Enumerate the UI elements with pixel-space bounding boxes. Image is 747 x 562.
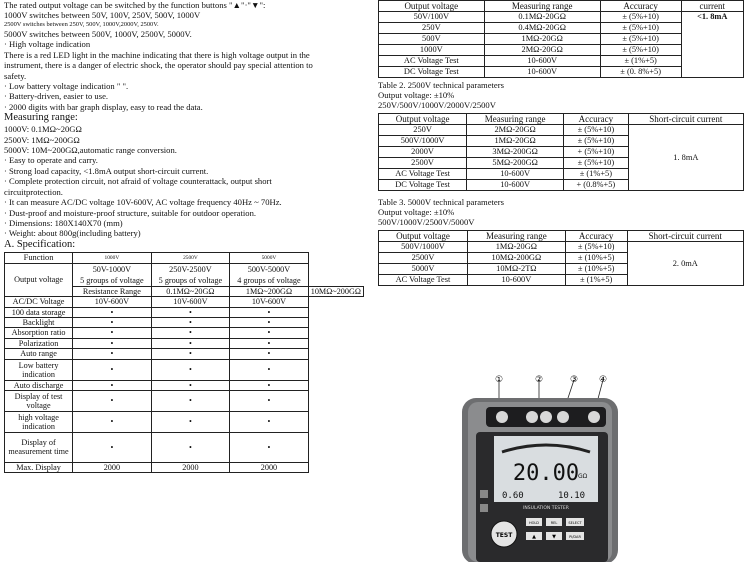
svg-text:▼: ▼ xyxy=(552,534,556,540)
table-2500v-caption xyxy=(378,80,744,110)
spec-cell: • xyxy=(230,359,309,380)
spec-row xyxy=(5,411,364,432)
text-line: · High voltage indication xyxy=(4,39,91,50)
t3_caption-line: Table 3. 5000V technical parameters xyxy=(378,197,504,207)
spec-header-cell: Function xyxy=(5,252,73,263)
t2-cell: ± (5%+10) xyxy=(564,158,629,169)
table-2500v-header xyxy=(379,114,744,125)
text-line: · Dust-proof and moisture-proof structure, suitable for outdoor operation. xyxy=(4,207,257,218)
svg-text:SELECT: SELECT xyxy=(568,521,582,525)
text-line: · 2000 digits with bar graph display, easy to read the data. xyxy=(4,101,203,112)
spec-header-cell: 1000V xyxy=(73,252,152,263)
t3_caption-line: Output voltage: ±10% xyxy=(378,207,455,217)
t1-cell: 0.1MΩ-20GΩ xyxy=(484,12,600,23)
t2-header-cell: Output voltage xyxy=(379,114,467,125)
t2-cell: ± (1%+5) xyxy=(564,169,629,180)
t3-cell: AC Voltage Test xyxy=(379,275,468,286)
t1-cell: AC Voltage Test xyxy=(379,56,485,67)
text-line: instrument, there is a danger of electric shock, the operator should pay special attention to xyxy=(4,60,313,71)
spec-cell: • xyxy=(151,307,230,317)
spec-cell: • xyxy=(151,359,230,380)
t3-cell: 10-600V xyxy=(467,275,565,286)
t3-cell: ± (1%+5) xyxy=(565,275,627,286)
t3-cell: ± (10%+5) xyxy=(565,264,627,275)
text-line: There is a red LED light in the machine indicating that there is high voltage output in the xyxy=(4,49,310,60)
right-page xyxy=(378,0,744,562)
spec-cell: 2000 xyxy=(230,462,309,472)
spec-cell: 0.1MΩ~20GΩ xyxy=(151,286,230,296)
t2-cell: 10-600V xyxy=(467,180,564,191)
text-line: 5000V: 10M~200GΩ,automatic range conversion. xyxy=(4,145,177,156)
svg-text:▲: ▲ xyxy=(532,534,536,540)
text-line: 1000V switches between 50V, 100V, 250V, 500V, 1000V xyxy=(4,10,201,21)
spec-row xyxy=(5,317,364,327)
spec-row-label: 100 data storage xyxy=(5,307,73,317)
spec-cell: 2000 xyxy=(151,462,230,472)
t1-cell: ± (5%+10) xyxy=(600,34,681,45)
left-page xyxy=(4,0,370,562)
text-line: · It can measure AC/DC voltage 10V-600V, AC voltage frequency 40Hz ~ 70Hz. xyxy=(4,197,282,208)
spec-output-range: 50V-1000V xyxy=(92,264,132,274)
t1-cell: 1000V xyxy=(379,45,485,56)
text-line: Measuring range: xyxy=(4,112,78,124)
text-line: 2500V switches between 250V, 500V, 1000V,2000V, 2500V. xyxy=(4,20,159,28)
spec-cell: • xyxy=(230,317,309,327)
t1-header-cell: Measuring range xyxy=(484,1,600,12)
t1-header-cell: current xyxy=(681,1,743,12)
t3-cell: 2500V xyxy=(379,253,468,264)
spec-cell: • xyxy=(73,432,152,462)
table-5000v xyxy=(378,230,744,286)
spec-cell: • xyxy=(73,380,152,390)
t2-current-cell: 1. 8mA xyxy=(628,125,743,191)
spec-cell: • xyxy=(230,307,309,317)
t3-row xyxy=(379,242,744,253)
t1-cell: 2MΩ-20GΩ xyxy=(484,45,600,56)
spec-cell: • xyxy=(230,338,309,348)
spec-row xyxy=(5,307,364,317)
text-line: The rated output voltage can be switched by the function buttons "▲"·"▼": xyxy=(4,0,266,10)
text-line: safety. xyxy=(4,70,27,81)
lcd-sub-value: 0.60 xyxy=(502,491,524,501)
svg-text:REL: REL xyxy=(550,521,558,525)
t3-header-cell: Output voltage xyxy=(379,231,468,242)
t2-cell: + (0.8%+5) xyxy=(564,180,629,191)
table-2500v xyxy=(378,113,744,191)
spec-cell: 10V-600V xyxy=(151,297,230,307)
spec-output-range: 500V-5000V xyxy=(247,264,291,274)
table-5000v-caption xyxy=(378,197,744,227)
spec-row xyxy=(5,462,364,472)
spec-row-label: Resistance Range xyxy=(73,286,152,296)
t2-cell: 2000V xyxy=(379,147,467,158)
spec-cell: • xyxy=(151,390,230,411)
spec-row-label: Auto range xyxy=(5,349,73,359)
text-line: 1000V: 0.1MΩ~20GΩ xyxy=(4,124,82,135)
spec-row xyxy=(5,328,364,338)
t3-cell: ± (10%+5) xyxy=(565,253,627,264)
t1-cell: 0.4MΩ-20GΩ xyxy=(484,23,600,34)
spec-header-cell: 2500V xyxy=(151,252,230,263)
spec-table-header xyxy=(5,252,364,263)
spec-voltage-groups: 4 groups of voltage xyxy=(237,275,301,285)
spec-cell: • xyxy=(73,359,152,380)
t1-cell: 50V/100V xyxy=(379,12,485,23)
text-line: · Low battery voltage indication " ". xyxy=(4,81,129,92)
spec-cell: • xyxy=(73,307,152,317)
spec-cell: • xyxy=(230,349,309,359)
spec-cell xyxy=(151,263,230,286)
t3-header-cell: Short-circuit current xyxy=(627,231,743,242)
spec-cell: • xyxy=(151,317,230,327)
insulation-tester-illustration xyxy=(446,374,621,562)
t1-cell: ± (5%+10) xyxy=(600,45,681,56)
text-line: 2500V: 1MΩ~200GΩ xyxy=(4,134,80,145)
t2-cell: 1MΩ-20GΩ xyxy=(467,136,564,147)
t3-cell: 1MΩ-20GΩ xyxy=(467,242,565,253)
t2-cell: AC Voltage Test xyxy=(379,169,467,180)
spec-row-label: Backlight xyxy=(5,317,73,327)
callout-2: ② xyxy=(534,375,544,385)
test-button-label: TEST xyxy=(495,532,513,539)
t2-cell: 250V xyxy=(379,125,467,136)
t2-cell: + (5%+10) xyxy=(564,147,629,158)
spec-cell: • xyxy=(151,380,230,390)
left-text-block xyxy=(4,0,370,251)
t1-cell: 10-600V xyxy=(484,67,600,78)
spec-cell: • xyxy=(230,432,309,462)
spec-row-label: Max. Display xyxy=(5,462,73,472)
t3_caption-line: 500V/1000V/2500V/5000V xyxy=(378,217,475,227)
t3-current-cell: 2. 0mA xyxy=(627,242,743,286)
table-5000v-header xyxy=(379,231,744,242)
spec-cell: • xyxy=(230,328,309,338)
text-line: 5000V switches between 500V, 1000V, 2500V, 5000V. xyxy=(4,29,192,40)
spec-cell: • xyxy=(151,338,230,348)
spec-cell: 1MΩ~200GΩ xyxy=(230,286,309,296)
text-line: · Dimensions: 180X140X70 (mm) xyxy=(4,217,123,228)
brand-label: INSULATION TESTER xyxy=(523,506,569,511)
t2-cell: 5MΩ-200GΩ xyxy=(467,158,564,169)
t2-header-cell: Measuring range xyxy=(467,114,564,125)
t2-cell: 2MΩ-20GΩ xyxy=(467,125,564,136)
callout-1: ① xyxy=(494,375,504,385)
spec-row-label: AC/DC Voltage xyxy=(5,297,73,307)
t1-header-cell: Accuracy xyxy=(600,1,681,12)
t2-cell: ± (5%+10) xyxy=(564,125,629,136)
text-line: A. Specification: xyxy=(4,238,76,250)
lcd-unit: GΩ xyxy=(578,473,588,480)
t1-cell: 1MΩ-20GΩ xyxy=(484,34,600,45)
spec-table xyxy=(4,252,364,474)
t2-header-cell: Accuracy xyxy=(564,114,629,125)
spec-voltage-groups: 5 groups of voltage xyxy=(158,275,223,285)
t3-header-cell: Accuracy xyxy=(565,231,627,242)
t1-cell: ± (5%+10) xyxy=(600,12,681,23)
spec-row xyxy=(5,390,364,411)
spec-row xyxy=(5,349,364,359)
spec-row-label: Display of measurement time xyxy=(5,432,73,462)
text-line: circuitprotection. xyxy=(4,186,63,197)
callout-4: ④ xyxy=(598,375,608,385)
spec-cell: 10MΩ~200GΩ xyxy=(308,286,363,296)
spec-cell: • xyxy=(73,328,152,338)
spec-cell: • xyxy=(151,432,230,462)
spec-cell: 2000 xyxy=(73,462,152,472)
t2-row xyxy=(379,125,744,136)
t1-cell: DC Voltage Test xyxy=(379,67,485,78)
spec-cell: • xyxy=(230,411,309,432)
t2_caption-line: Table 2. 2500V technical parameters xyxy=(378,80,504,90)
table-1000v xyxy=(378,0,744,78)
spec-row xyxy=(5,359,364,380)
t3-cell: 10MΩ-2TΩ xyxy=(467,264,565,275)
t1-cell: ± (5%+10) xyxy=(600,23,681,34)
spec-row-label: Output voltage xyxy=(5,263,73,296)
spec-row xyxy=(5,338,364,348)
spec-row xyxy=(5,380,364,390)
t3-cell: 5000V xyxy=(379,264,468,275)
spec-row-label: Absorption ratio xyxy=(5,328,73,338)
svg-text:HOLD: HOLD xyxy=(528,521,540,525)
t2-cell: 10-600V xyxy=(467,169,564,180)
spec-cell xyxy=(230,263,309,286)
spec-row-label: Auto discharge xyxy=(5,380,73,390)
spec-cell: 10V-600V xyxy=(230,297,309,307)
t3-cell: 10MΩ-200GΩ xyxy=(467,253,565,264)
text-line: · Complete protection circuit, not afraid of voltage counterattack, output short xyxy=(4,176,272,187)
spec-cell: • xyxy=(73,317,152,327)
text-line: · Strong load capacity, <1.8mA output short-circuit current. xyxy=(4,165,209,176)
svg-text:PI/DAR: PI/DAR xyxy=(569,535,581,539)
callout-3: ③ xyxy=(569,375,579,385)
spec-row xyxy=(5,263,364,286)
t2-cell: 2500V xyxy=(379,158,467,169)
spec-cell: • xyxy=(151,328,230,338)
spec-cell: • xyxy=(73,390,152,411)
t2-cell: DC Voltage Test xyxy=(379,180,467,191)
spec-row xyxy=(5,432,364,462)
spec-cell xyxy=(73,263,152,286)
spec-row-label: Polarization xyxy=(5,338,73,348)
spec-cell: • xyxy=(73,338,152,348)
t2-cell: ± (5%+10) xyxy=(564,136,629,147)
spec-cell: 10V-600V xyxy=(73,297,152,307)
t2-header-cell: Short-circuit current xyxy=(628,114,743,125)
t1-cell: 10-600V xyxy=(484,56,600,67)
spec-row-label: Low battery indication xyxy=(5,359,73,380)
t1-current-cell: <1. 8mA xyxy=(681,12,743,78)
spec-header-cell: 5000V xyxy=(230,252,309,263)
t1-cell: 250V xyxy=(379,23,485,34)
t1-cell: 500V xyxy=(379,34,485,45)
spec-row-label: high voltage indication xyxy=(5,411,73,432)
t2_caption-line: Output voltage: ±10% xyxy=(378,90,455,100)
spec-cell: • xyxy=(151,411,230,432)
spec-output-range: 250V-2500V xyxy=(169,264,212,274)
t2-cell: 3MΩ-200GΩ xyxy=(467,147,564,158)
t2_caption-line: 250V/500V/1000V/2000V/2500V xyxy=(378,100,496,110)
spec-row-label: Display of test voltage xyxy=(5,390,73,411)
spec-cell: • xyxy=(73,411,152,432)
device-photo xyxy=(446,374,621,562)
t1-header-cell: Output voltage xyxy=(379,1,485,12)
text-line: · Battery-driven, easier to use. xyxy=(4,91,109,102)
text-line: · Easy to operate and carry. xyxy=(4,155,98,166)
t1-cell: ± (1%+5) xyxy=(600,56,681,67)
t1-row xyxy=(379,12,744,23)
lcd-sub-right: 10.10 xyxy=(558,491,586,501)
t2-cell: 500V/1000V xyxy=(379,136,467,147)
spec-voltage-groups: 5 groups of voltage xyxy=(80,275,144,285)
spec-cell: • xyxy=(230,380,309,390)
spec-cell: • xyxy=(151,349,230,359)
table-1000v-header xyxy=(379,1,744,12)
t1-cell: ± (0. 8%+5) xyxy=(600,67,681,78)
spec-cell: • xyxy=(230,390,309,411)
text-line: · Weight: about 800g(including battery) xyxy=(4,228,141,239)
t3-cell: 500V/1000V xyxy=(379,242,468,253)
spec-cell: • xyxy=(73,349,152,359)
spec-row xyxy=(5,297,364,307)
t3-header-cell: Measuring range xyxy=(467,231,565,242)
lcd-main-value: 20.00 xyxy=(512,461,580,486)
t3-cell: ± (5%+10) xyxy=(565,242,627,253)
